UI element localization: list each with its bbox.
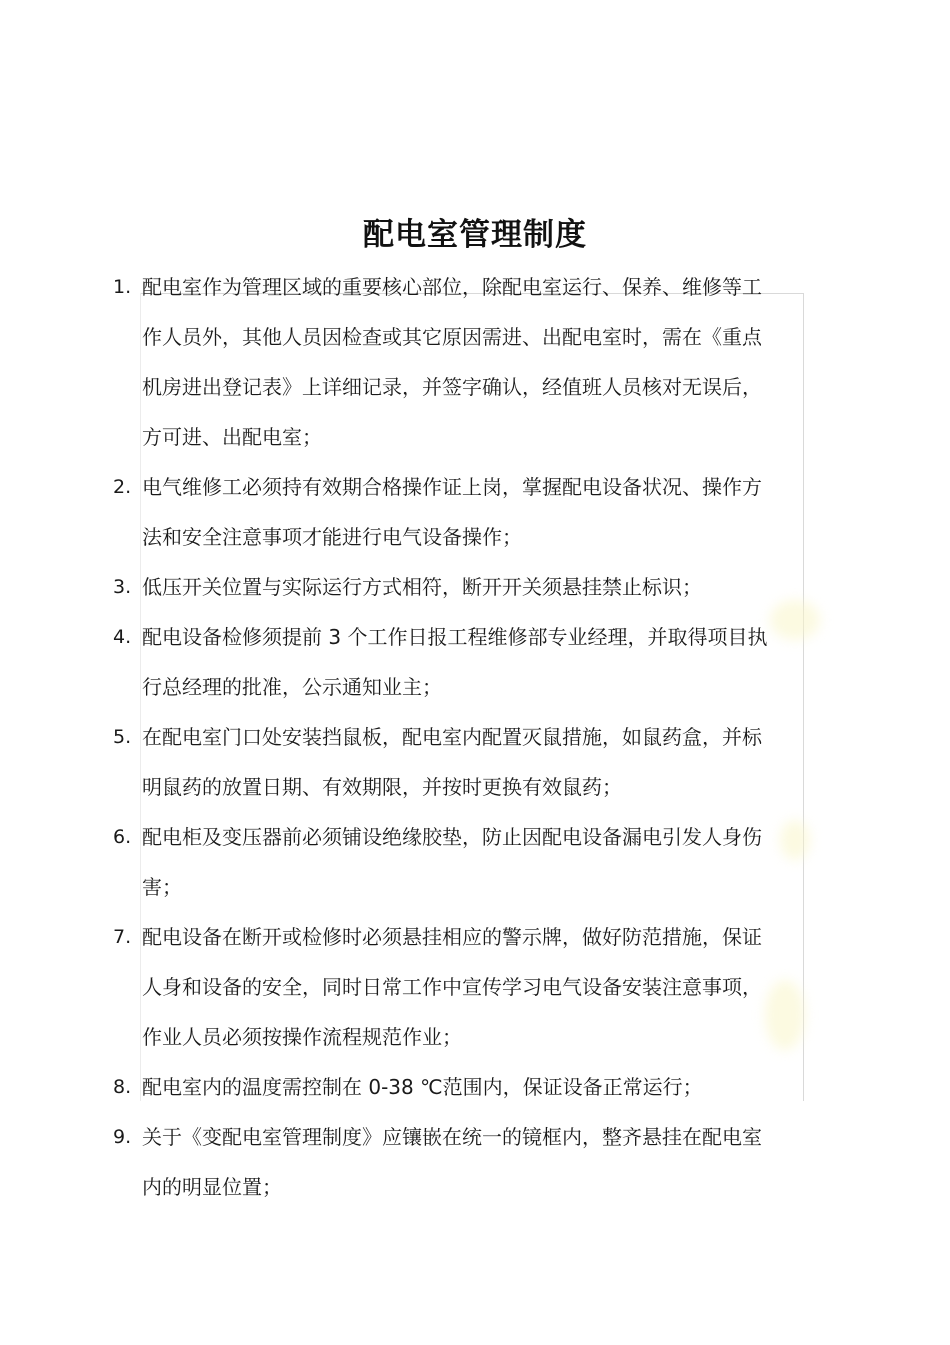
rule-text-line: 配电柜及变压器前必须铺设绝缘胶垫，防止因配电设备漏电引发人身伤 [142, 825, 762, 849]
rule-text-line: 在配电室门口处安装挡鼠板，配电室内配置灭鼠措施，如鼠药盒，并标 [142, 725, 762, 749]
rule-item [0, 912, 950, 1062]
rule-item [0, 262, 950, 462]
rule-text-line: 低压开关位置与实际运行方式相符，断开开关须悬挂禁止标识； [142, 575, 702, 599]
rule-text-line: 害； [142, 875, 182, 899]
rule-item [0, 1112, 950, 1212]
rule-number: 3. [113, 576, 132, 598]
rule-item [0, 1062, 950, 1112]
rule-item [0, 812, 950, 912]
rule-item [0, 712, 950, 812]
rule-text-line: 关于《变配电室管理制度》应镶嵌在统一的镜框内，整齐悬挂在配电室 [142, 1125, 762, 1149]
rule-text-line: 电气维修工必须持有效期合格操作证上岗，掌握配电设备状况、操作方 [142, 475, 762, 499]
rule-number: 6. [113, 826, 132, 848]
rule-text-line: 配电设备检修须提前 3 个工作日报工程维修部专业经理，并取得项目执 [142, 625, 768, 649]
rule-item [0, 462, 950, 562]
rule-number: 4. [113, 626, 132, 648]
rule-number: 2. [113, 476, 132, 498]
rule-number: 9. [113, 1126, 132, 1148]
rule-item [0, 562, 950, 612]
rule-text-line: 法和安全注意事项才能进行电气设备操作； [142, 525, 522, 549]
rule-number: 1. [113, 276, 132, 298]
rule-text-line: 人身和设备的安全，同时日常工作中宣传学习电气设备安装注意事项， [142, 975, 762, 999]
rule-text-line: 行总经理的批准，公示通知业主； [142, 675, 442, 699]
rule-text-line: 作业人员必须按操作流程规范作业； [142, 1025, 462, 1049]
rule-text-line: 配电室内的温度需控制在 0-38 ℃范围内，保证设备正常运行； [142, 1075, 703, 1099]
rule-number: 8. [113, 1076, 132, 1098]
rule-number: 7. [113, 926, 132, 948]
rule-text-line: 内的明显位置； [142, 1175, 282, 1199]
rule-text-line: 配电设备在断开或检修时必须悬挂相应的警示牌，做好防范措施，保证 [142, 925, 762, 949]
rule-item [0, 612, 950, 712]
rule-text-line: 方可进、出配电室； [142, 425, 322, 449]
rule-text-line: 作人员外，其他人员因检查或其它原因需进、出配电室时，需在《重点 [142, 325, 762, 349]
document-title: 配电室管理制度 [363, 216, 587, 253]
rule-text-line: 明鼠药的放置日期、有效期限，并按时更换有效鼠药； [142, 775, 622, 799]
rule-text-line: 配电室作为管理区域的重要核心部位，除配电室运行、保养、维修等工 [142, 275, 762, 299]
rules-list [0, 262, 950, 1212]
rule-number: 5. [113, 726, 132, 748]
rule-text-line: 机房进出登记表》上详细记录，并签字确认，经值班人员核对无误后， [142, 375, 762, 399]
